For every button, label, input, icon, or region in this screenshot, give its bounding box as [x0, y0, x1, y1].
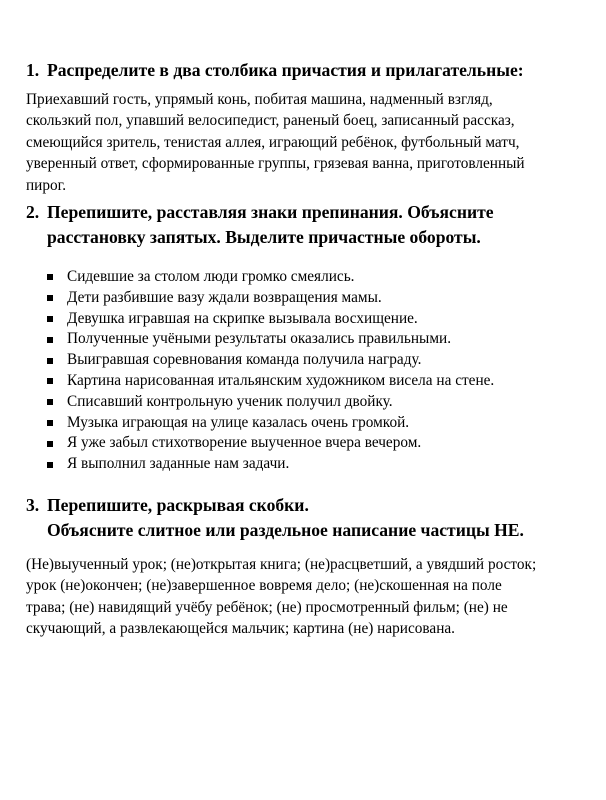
- list-item: [47, 350, 586, 371]
- task-2-title-line: Перепишите, расставляя знаки препинания. Объясните: [47, 202, 494, 223]
- sentence-text: Музыка играющая на улице казалась очень громкой.: [67, 413, 410, 431]
- task-3-title-line: Перепишите, раскрывая скобки.: [47, 495, 309, 515]
- bullet-square-icon: [47, 462, 53, 468]
- task-2-title-line: расстановку запятых. Выделите причастные обороты.: [47, 227, 481, 248]
- task-2-sentence-list: [47, 267, 586, 475]
- sentence-text: Я выполнил заданные нам задачи.: [67, 455, 290, 473]
- list-item: [47, 454, 586, 475]
- bullet-square-icon: [47, 441, 53, 447]
- task-1-text-line: скользкий пол, упавший велосипедист, раненый боец, записанный рассказ,: [26, 112, 515, 130]
- task-1-text-line: пирог.: [26, 176, 67, 194]
- sentence-text: Дети разбившие вазу ждали возвращения мамы.: [67, 288, 382, 306]
- task-3-text-line: скучающий, а развлекающейся мальчик; картина (не) нарисована.: [26, 620, 456, 638]
- task-1-text-line: Приехавший гость, упрямый конь, побитая машина, надменный взгляд,: [26, 91, 493, 108]
- task-3-text-line: (Не)выученный урок; (не)открытая книга; (не)расцветший, а увядший росток;: [26, 556, 537, 573]
- list-item: [47, 371, 586, 392]
- list-item: [47, 413, 586, 434]
- task-1-text-line: смеющийся зритель, тенистая аллея, играющий ребёнок, футбольный матч,: [26, 133, 520, 151]
- task-3-title-line: Объясните слитное или раздельное написание частицы НЕ.: [47, 520, 524, 540]
- sentence-text: Картина нарисованная итальянским художником висела на стене.: [67, 372, 495, 390]
- task-2-heading: [26, 200, 586, 250]
- list-item: [47, 288, 586, 309]
- task-1-word-list: [26, 89, 586, 196]
- list-item: [47, 309, 586, 330]
- task-1-heading: [26, 58, 586, 83]
- task-3-heading: [26, 493, 586, 543]
- bullet-square-icon: [47, 358, 53, 364]
- sentence-text: Сидевшие за столом люди громко смеялись.: [67, 268, 355, 286]
- task-3-number: 3.: [26, 495, 40, 515]
- task-2-number: 2.: [26, 202, 40, 223]
- task-3-phrase-list: [26, 554, 586, 640]
- sentence-text: Я уже забыл стихотворение выученное вчера вечером.: [67, 434, 422, 452]
- task-1-text-line: уверенный ответ, сформированные группы, грязевая ванна, приготовленный: [26, 155, 525, 173]
- task-1-title: Распределите в два столбика причастия и прилагательные:: [47, 60, 524, 80]
- bullet-square-icon: [47, 420, 53, 426]
- list-item: [47, 433, 586, 454]
- bullet-square-icon: [47, 295, 53, 301]
- task-3-text-line: трава; (не) навидящий учёбу ребёнок; (не) просмотренный фильм; (не) не: [26, 598, 508, 616]
- task-1-number: 1.: [26, 60, 40, 80]
- task-3-text-line: урок (не)окончен; (не)завершенное вовремя дело; (не)скошенная на поле: [26, 577, 502, 595]
- bullet-square-icon: [47, 274, 53, 280]
- bullet-square-icon: [47, 399, 53, 405]
- bullet-square-icon: [47, 378, 53, 384]
- list-item: [47, 267, 586, 288]
- sentence-text: Девушка игравшая на скрипке вызывала восхищение.: [67, 309, 418, 327]
- list-item: [47, 392, 586, 413]
- sentence-text: Выигравшая соревнования команда получила награду.: [67, 351, 422, 369]
- bullet-square-icon: [47, 316, 53, 322]
- worksheet-page: [26, 58, 586, 640]
- list-item: [47, 329, 586, 350]
- bullet-square-icon: [47, 337, 53, 343]
- sentence-text: Полученные учёными результаты оказались правильными.: [67, 330, 452, 348]
- sentence-text: Списавший контрольную ученик получил двойку.: [67, 392, 393, 410]
